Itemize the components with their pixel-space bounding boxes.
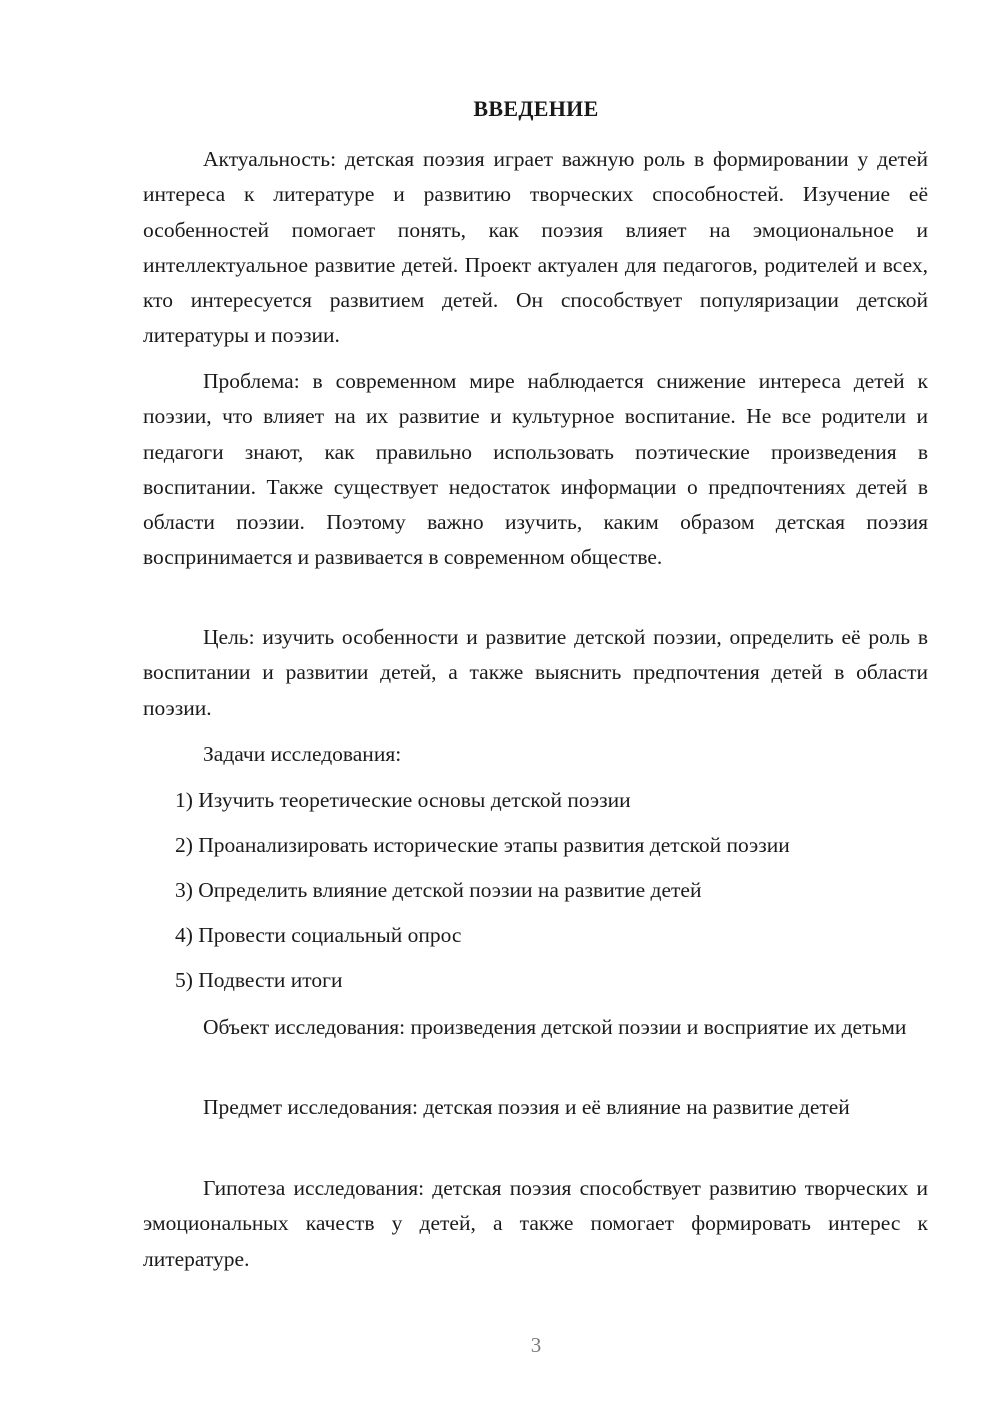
- paragraph-subject: Предмет исследования: детская поэзия и её влияние на развитие детей: [203, 1095, 850, 1119]
- paragraph-object: Объект исследования: произведения детской поэзии и восприятие их детьми: [203, 1015, 907, 1039]
- tasks-title: Задачи исследования:: [203, 742, 402, 766]
- paragraph-hypothesis: Гипотеза исследования: детская поэзия способствует развитию творческих и эмоциональных качеств у детей, а также помогает формировать интерес к литературе.: [143, 1176, 928, 1271]
- task-item: 2) Проанализировать исторические этапы развития детской поэзии: [175, 833, 790, 857]
- task-item: 3) Определить влияние детской поэзии на развитие детей: [175, 878, 702, 902]
- section-heading: ВВЕДЕНИЕ: [473, 96, 599, 121]
- task-item: 1) Изучить теоретические основы детской поэзии: [175, 788, 631, 812]
- task-item: 5) Подвести итоги: [175, 968, 343, 992]
- paragraph-relevance: Актуальность: детская поэзия играет важную роль в формировании у детей интереса к литературе и развитию творческих способностей. Изучение её особенностей помогает понять, как поэзия влияет на эмоциональное и интеллектуальное развитие детей. Проект актуален для педагогов, родителей и всех, кто интересуется развитием детей. Он способствует популяризации детской литературы и поэзии.: [143, 147, 928, 348]
- task-item: 4) Провести социальный опрос: [175, 923, 462, 947]
- paragraph-goal: Цель: изучить особенности и развитие детской поэзии, определить её роль в воспитании и развитии детей, а также выяснить предпочтения детей в области поэзии.: [143, 625, 928, 720]
- page-number: 3: [530, 1333, 542, 1357]
- paragraph-problem: Проблема: в современном мире наблюдается снижение интереса детей к поэзии, что влияет на их развитие и культурное воспитание. Не все родители и педагоги знают, как правильно использовать поэтические произведения в воспитании. Также существует недостаток информации о предпочтениях детей в области поэзии. Поэтому важно изучить, каким образом детская поэзия воспринимается и развивается в современном обществе.: [143, 369, 928, 570]
